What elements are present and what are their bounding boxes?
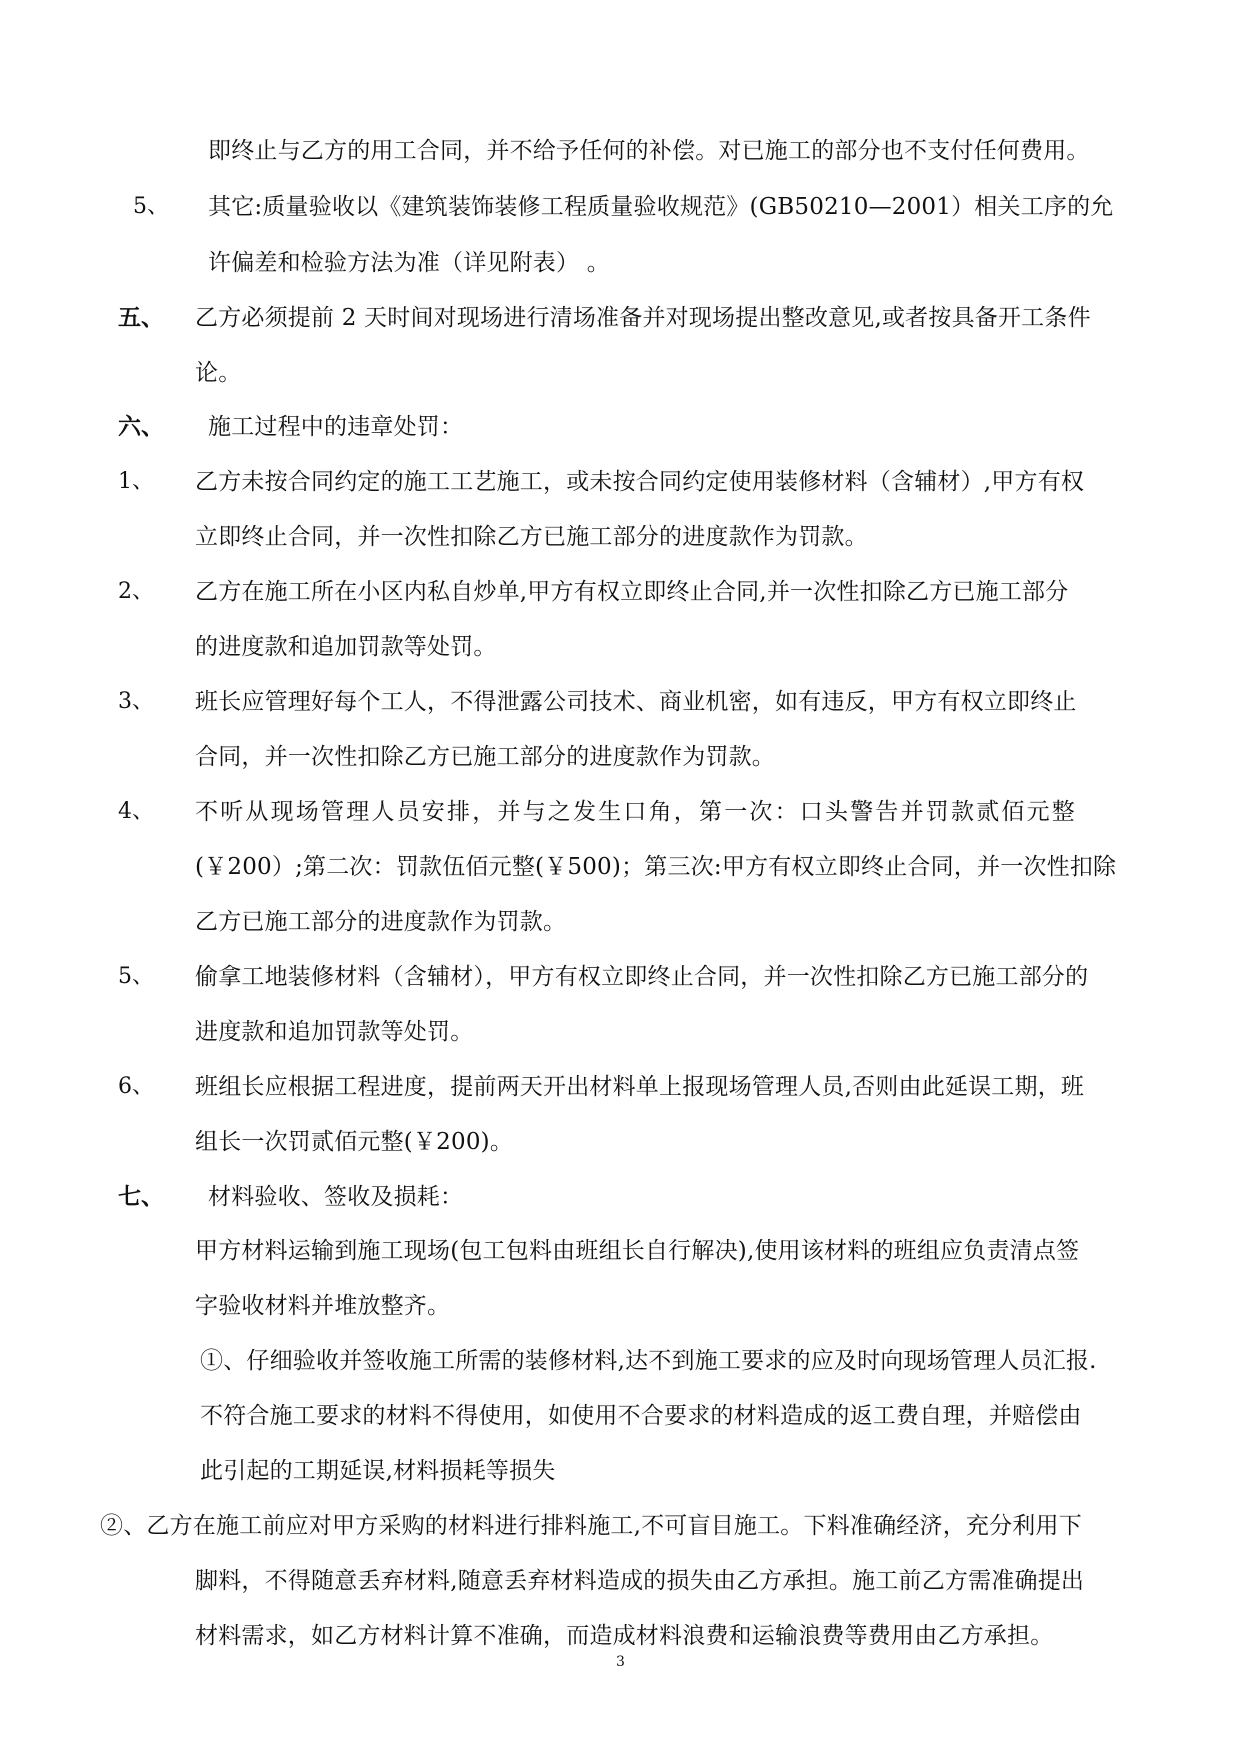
body-line: 合同，并一次性扣除乙方已施工部分的进度款作为罚款。 bbox=[195, 744, 775, 770]
section-heading-number: 七、 bbox=[118, 1183, 164, 1210]
body-line: 立即终止合同，并一次性扣除乙方已施工部分的进度款作为罚款。 bbox=[195, 524, 868, 550]
item-number: 5、 bbox=[118, 964, 154, 989]
body-line: 不听从现场管理人员安排，并与之发生口角，第一次：口头警告并罚款贰佰元整 bbox=[195, 799, 1077, 825]
body-line: 的进度款和追加罚款等处罚。 bbox=[195, 634, 497, 660]
body-line: 即终止与乙方的用工合同，并不给予任何的补偿。对已施工的部分也不支付任何费用。 bbox=[208, 138, 1090, 164]
body-line: 乙方在施工所在小区内私自炒单,甲方有权立即终止合同,并一次性扣除乙方已施工部分 bbox=[195, 579, 1069, 605]
body-line: 字验收材料并堆放整齐。 bbox=[195, 1293, 451, 1319]
section-heading-title: 施工过程中的违章处罚： bbox=[208, 414, 464, 440]
page-number: 3 bbox=[616, 1654, 625, 1670]
item-number: 2、 bbox=[118, 579, 154, 604]
body-line: 偷拿工地装修材料（含辅材），甲方有权立即终止合同，并一次性扣除乙方已施工部分的 bbox=[195, 964, 1089, 990]
body-line: 班长应管理好每个工人，不得泄露公司技术、商业机密，如有违反，甲方有权立即终止 bbox=[195, 689, 1077, 715]
body-line: ①、仔细验收并签收施工所需的装修材料,达不到施工要求的应及时向现场管理人员汇报. bbox=[200, 1348, 1097, 1374]
body-line: 乙方已施工部分的进度款作为罚款。 bbox=[195, 909, 567, 935]
body-line: 组长一次罚贰佰元整(￥200)。 bbox=[195, 1129, 514, 1155]
item-number: 4、 bbox=[118, 799, 154, 824]
section-heading-title: 材料验收、签收及损耗： bbox=[208, 1184, 464, 1210]
body-line: 班组长应根据工程进度，提前两天开出材料单上报现场管理人员,否则由此延误工期，班 bbox=[195, 1074, 1085, 1100]
item-number: 3、 bbox=[118, 689, 154, 714]
body-line: 材料需求，如乙方材料计算不准确，而造成材料浪费和运输浪费等费用由乙方承担。 bbox=[195, 1623, 1054, 1649]
body-line: 其它:质量验收以《建筑装饰装修工程质量验收规范》(GB50210—2001）相关工序的允 bbox=[208, 194, 1114, 220]
body-line: 论。 bbox=[195, 360, 242, 386]
body-line: 脚料，不得随意丢弃材料,随意丢弃材料造成的损失由乙方承担。施工前乙方需准确提出 bbox=[195, 1568, 1085, 1594]
item-number: 1、 bbox=[118, 469, 154, 494]
body-line: 乙方未按合同约定的施工工艺施工，或未按合同约定使用装修材料（含辅材）,甲方有权 bbox=[195, 469, 1085, 495]
body-line: 不符合施工要求的材料不得使用，如使用不合要求的材料造成的返工费自理，并赔偿由 bbox=[200, 1403, 1082, 1429]
body-line: 进度款和追加罚款等处罚。 bbox=[195, 1019, 474, 1045]
item-number: 6、 bbox=[118, 1074, 154, 1099]
body-line: 甲方材料运输到施工现场(包工包料由班组长自行解决),使用该材料的班组应负责清点签 bbox=[195, 1238, 1080, 1264]
body-line: 此引起的工期延误,材料损耗等损失 bbox=[200, 1458, 556, 1484]
item-number: 5、 bbox=[133, 194, 169, 219]
body-line: (￥200）;第二次：罚款伍佰元整(￥500)；第三次:甲方有权立即终止合同，并一次性扣除 bbox=[195, 854, 1117, 880]
body-line: 乙方必须提前 2 天时间对现场进行清场准备并对现场提出整改意见,或者按具备开工条件 bbox=[195, 305, 1091, 331]
body-line: ②、乙方在施工前应对甲方采购的材料进行排料施工,不可盲目施工。下料准确经济，充分利用下 bbox=[100, 1513, 1082, 1539]
section-heading-number: 六、 bbox=[118, 413, 164, 440]
section-heading-number: 五、 bbox=[118, 304, 164, 331]
body-line: 许偏差和检验方法为准（详见附表） 。 bbox=[208, 250, 610, 276]
